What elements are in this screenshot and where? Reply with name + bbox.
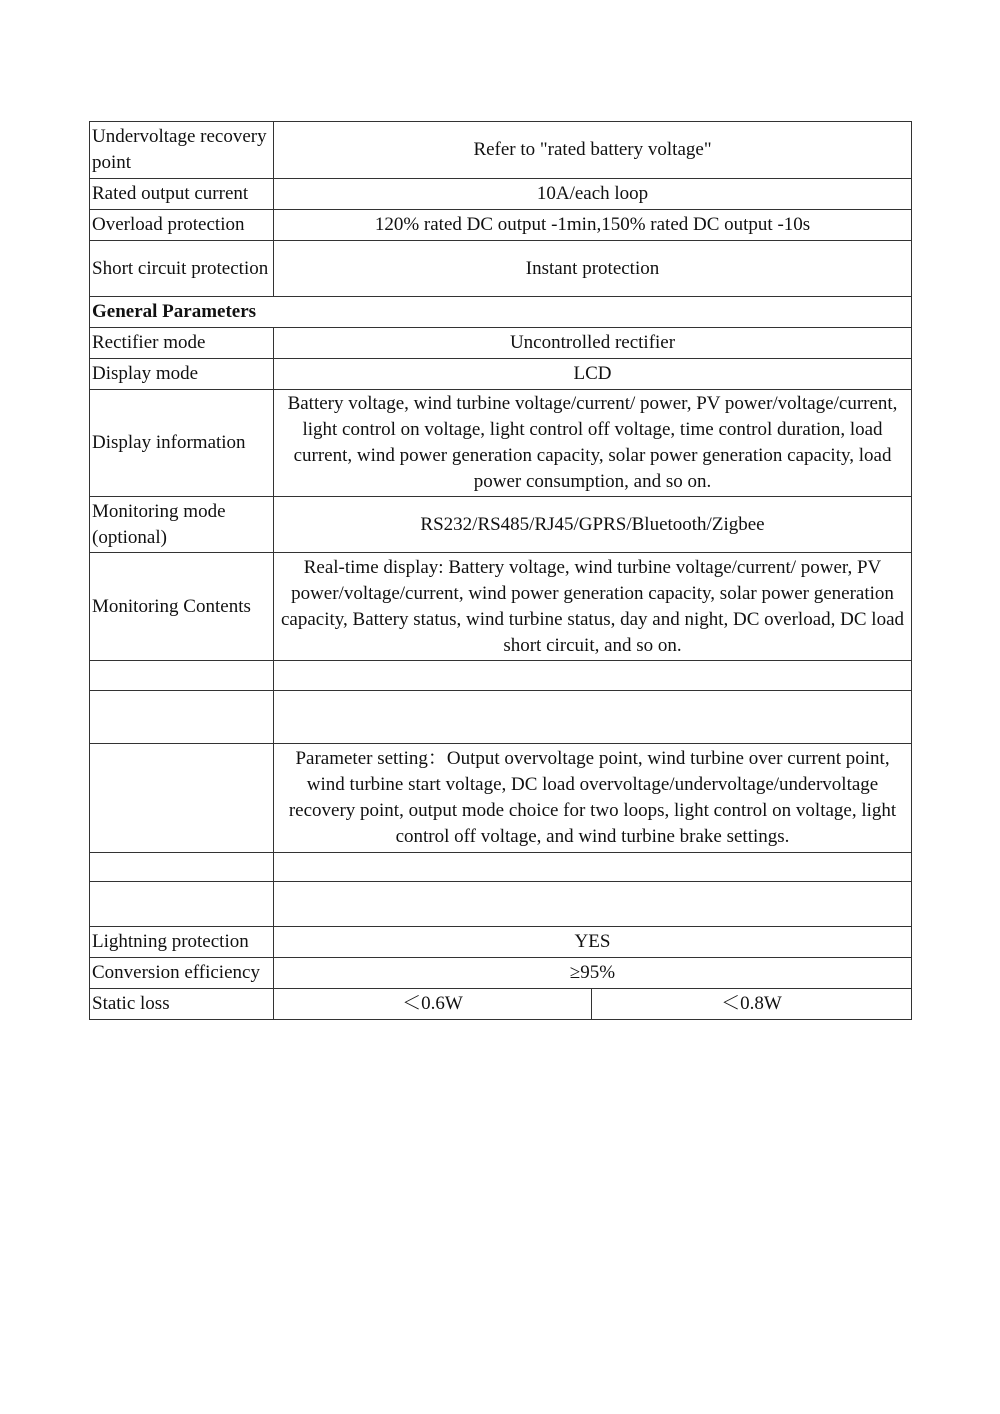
table-row <box>90 497 912 553</box>
table-row <box>90 122 912 179</box>
row-label: Rated output current <box>90 179 274 210</box>
row-label <box>90 853 274 882</box>
row-label: Overload protection <box>90 210 274 241</box>
row-value: ＜0.8W <box>592 989 912 1020</box>
table-row <box>90 328 912 359</box>
row-value: LCD <box>274 359 912 390</box>
row-label <box>90 661 274 691</box>
row-label: Undervoltage recovery point <box>90 122 274 179</box>
table-row <box>90 661 912 691</box>
row-label <box>90 744 274 853</box>
row-value <box>274 853 912 882</box>
row-label <box>90 882 274 927</box>
row-value: Refer to "rated battery voltage" <box>274 122 912 179</box>
table-row <box>90 989 912 1020</box>
table-row <box>90 691 912 744</box>
row-value: ≥95% <box>274 958 912 989</box>
row-label: Monitoring Contents <box>90 553 274 661</box>
section-header-row <box>90 297 912 328</box>
row-label: Short circuit protection <box>90 241 274 297</box>
table-row <box>90 390 912 497</box>
row-value: 120% rated DC output -1min,150% rated DC output -10s <box>274 210 912 241</box>
table-row <box>90 359 912 390</box>
row-value <box>274 882 912 927</box>
row-value: Instant protection <box>274 241 912 297</box>
table-row <box>90 241 912 297</box>
row-value: Real-time display: Battery voltage, wind turbine voltage/current/ power, PV power/voltage/current, wind power generation capacity, solar power generation capacity, Battery status, wind turbine status, day and night, DC overload, DC load short circuit, and so on. <box>274 553 912 661</box>
row-label: Monitoring mode (optional) <box>90 497 274 553</box>
row-value: ＜0.6W <box>274 989 592 1020</box>
row-value: Battery voltage, wind turbine voltage/current/ power, PV power/voltage/current, light control on voltage, light control off voltage, time control duration, load current, wind power generation capacity, solar power generation capacity, load power consumption, and so on. <box>274 390 912 497</box>
row-value: 10A/each loop <box>274 179 912 210</box>
table-row <box>90 927 912 958</box>
table-row <box>90 179 912 210</box>
table-row <box>90 553 912 661</box>
row-label: Rectifier mode <box>90 328 274 359</box>
table-row <box>90 882 912 927</box>
row-value: Uncontrolled rectifier <box>274 328 912 359</box>
row-label <box>90 691 274 744</box>
table-row <box>90 958 912 989</box>
table-row <box>90 744 912 853</box>
row-label: Conversion efficiency <box>90 958 274 989</box>
row-label: Display mode <box>90 359 274 390</box>
spec-table <box>89 121 912 1020</box>
row-value <box>274 661 912 691</box>
row-label: Static loss <box>90 989 274 1020</box>
row-value: Parameter setting：Output overvoltage point, wind turbine over current point, wind turbine start voltage, DC load overvoltage/undervoltage/undervoltage recovery point, output mode choice for two loops, light control on voltage, light control off voltage, and wind turbine brake settings. <box>274 744 912 853</box>
row-value <box>274 691 912 744</box>
table-row <box>90 210 912 241</box>
row-value: YES <box>274 927 912 958</box>
row-value: RS232/RS485/RJ45/GPRS/Bluetooth/Zigbee <box>274 497 912 553</box>
table-row <box>90 853 912 882</box>
section-heading: General Parameters <box>90 297 912 328</box>
row-label: Lightning protection <box>90 927 274 958</box>
row-label: Display information <box>90 390 274 497</box>
